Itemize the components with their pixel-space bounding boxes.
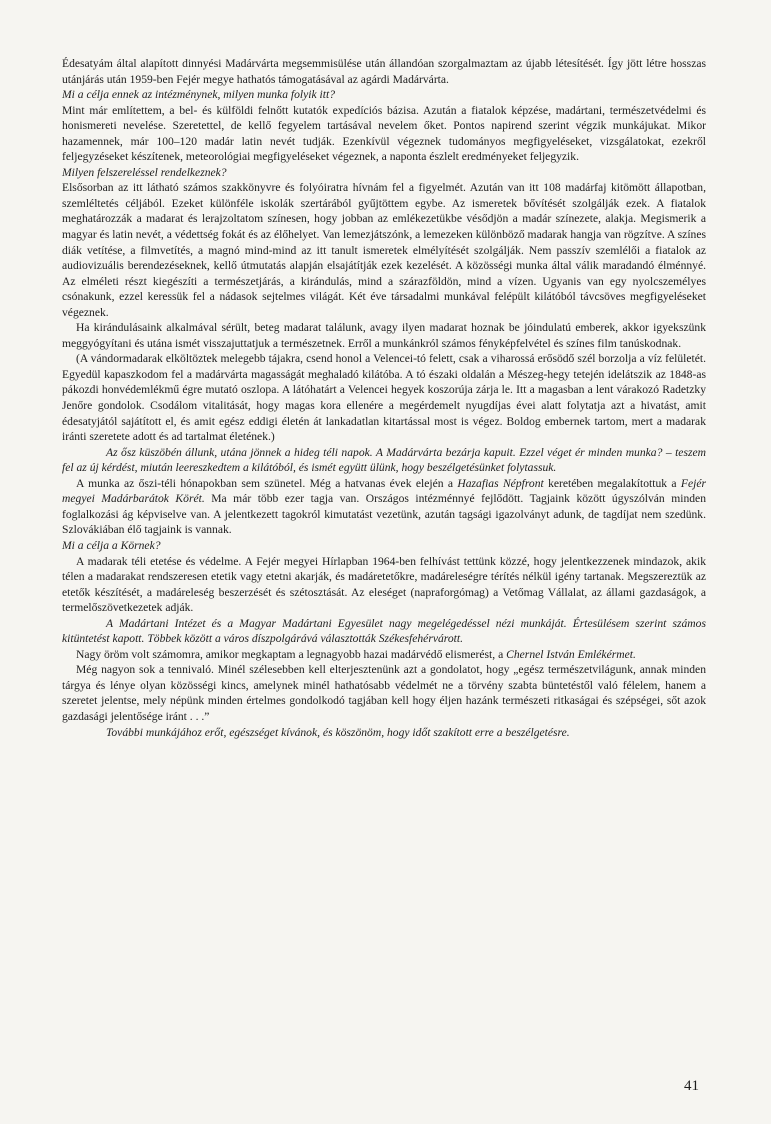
- answer-autumn-text-3: Ma már több ezer tagja van. Országos intézménnyé fejlődött. Tagjaink között úgyszólván minden foglalkozási ág képviselve van. A jelentkezett tagokról kimutatást vezetünk, azután tagsági igazolványt adunk, de tagdíjat nem szedünk. Szlovákiában élő tagjaink is vannak.: [62, 492, 706, 537]
- paragraph-tasks: Még nagyon sok a tennivaló. Minél szélesebben kell elterjesztenünk azt a gondolatot, hogy „egész természetvilágunk, annak minden tárgya és lénye olyan közösségi kincs, amelynek minél hathatósabb védelmét ne a törvény szabta büntetéstől való félelem, hanem a szeretet jelentse, mely népünk minden értelmes gondolkodó tagjában kell hogy éljen hazánk természeti ritkaságai és szépségei, sőt azok gazdasági jelentősége iránt . . .”: [62, 663, 706, 723]
- answer-circle: A madarak téli etetése és védelme. A Fejér megyei Hírlapban 1964-ben felhívást tettünk közzé, hogy jelentkezzenek mindazok, akik télen a madarakat rendszeresen etetik vagy etetni akarják, és madáretetőkre, madáreleségre térítés nélkül igény tartanak. Megszereztük az etetők készítését, a madáreleség beszerzését és szétosztását. Az eleséget (napraforgómag) a Vetőmag Vállalat, az állami gazdaságok, a termelőszövetkezetek adják.: [62, 554, 706, 615]
- paragraph-chernel-medal: [62, 647, 706, 663]
- answer-equipment: Elsősorban az itt látható számos szakkönyvre és folyóiratra hívnám fel a figyelmét. Azután van itt 108 madárfaj kitömött állapotban, szemléltetés céljából. Ezeket különféle iskolák szertárából gyűjtöttem egybe. Az ismeretek bővítését szolgálják ezek. A fiatalok meghatározzák a madarat és lerajzoltatom színesen, hogy jobban az emlékezetükbe vésődjön a madár színezete, alakja. Megismerik a magyar és latin nevét, a védettség fokát és az élőhelyet. Van lemezjátszónk, a lemezeken különböző madarak hangja van rögzítve. A színes diák vetítése, a filmvetítés, a magnó mind-mind az itt tanult ismeretek elmélyítését szolgálják. Nem passzív szemlélői a fiatalok az audiovizuális berendezéseknek, kellő útmutatás alapján elsajátítják ezek kezelését. A közösségi munka által válik maradandó élménnyé. Az elméleti részt kiegészíti a természetjárás, a kirándulás, mind a szárazföldön, mind a vízen. Ugyanis van egy nyolcszemélyes csónakunk, ezzel keressük fel a nádasok sejtelmes világát. Két éve társadalmi munkával felépült kilátóból távcsöves megfigyeléseket végeznek.: [62, 181, 706, 319]
- answer-autumn-text-2: keretében megalakítottuk a: [543, 476, 681, 490]
- chernel-text: Nagy öröm volt számomra, amikor megkaptam a legnagyobb hazai madárvédő elismerést, a: [76, 647, 507, 661]
- chernel-medal-italic: Chernel István Emlékérmet.: [506, 647, 636, 661]
- question-purpose: Mi a célja ennek az intézménynek, milyen munka folyik itt?: [62, 88, 336, 102]
- paragraph-intro: Édesatyám által alapított dinnyési Madárvárta megsemmisülése után állandóan szorgalmaztam az újabb létesítését. Így jött létre hosszas utánjárás után 1959-ben Fejér megye hathatós támogatásával az agárdi Madárvárta.: [62, 57, 706, 86]
- question-equipment: Milyen felszereléssel rendelkeznek?: [62, 165, 227, 179]
- answer-autumn: [62, 476, 706, 538]
- question-autumn-rest: – teszem fel az új kérdést, miután leereszkedtem a kilátóból, és ismét együtt ülünk, hogy beszélgetésünket folytassuk.: [62, 445, 706, 475]
- page-number: 41: [684, 1078, 699, 1094]
- answer-autumn-text-1: A munka az őszi-téli hónapokban sem szünetel. Még a hatvanas évek elején a: [76, 476, 458, 490]
- closing-wishes: További munkájához erőt, egészséget kívánok, és köszönöm, hogy időt szakított erre a beszélgetésre.: [106, 725, 570, 739]
- article-body: [62, 56, 706, 740]
- question-circle: Mi a célja a Körnek?: [62, 538, 161, 552]
- answer-purpose: Mint már említettem, a bel- és külföldi felnőtt kutatók expedíciós bázisa. Azután a fiatalok képzése, madártani, természetvédelmi és honismereti nevelése. Szeretettel, de kellő fegyelem tartásával nevelem őket. Pontos napirend szerint végzik munkájukat. Mikor hazamennek, már 100–120 madár latin nevét tudják. Ezenkívül végeznek tudományos megfigyeléseket, vizsgálatokat, ezekről feljegyzéseket készítenek, meteorológiai megfigyeléseket végeznek, a naponta észlelt eredményeket feljegyzik.: [62, 103, 706, 164]
- question-autumn: [62, 445, 706, 476]
- paragraph-injured-birds: Ha kirándulásaink alkalmával sérült, beteg madarat találunk, avagy ilyen madarat hoznak be jóindulatú emberek, akkor igyekszünk meggyógyítani és utána ismét visszajuttatjuk a természetnek. Erről a munkánkról számos fényképfelvétel és színes film tanúskodnak.: [62, 321, 706, 350]
- statement-recognition: A Madártani Intézet és a Magyar Madártani Egyesület nagy megelégedéssel nézi munkáját. Értesülésem szerint számos kitüntetést kapott. Többek között a város díszpolgárává választották Székesfehérvárott.: [62, 616, 706, 646]
- paragraph-observation-tower: (A vándormadarak elköltöztek melegebb tájakra, csend honol a Velencei-tó felett, csak a viharossá erősödő szél borzolja a víz felületét. Egyedül kapaszkodom fel a madárvárta magasságát meghaladó kilátóba. A tó északi oldalán a Mészeg-hegy tetején idelátszik az 1848-as pákozdi honvédemlékmű égre mutató oszlopa. A látóhatárt a Velencei hegyek koszorúja zárja le. Itt a magasban a lent várakozó Radetzky Jenőre gondolok. Csodálom vitalitását, hogy magas kora ellenére a megérdemelt nyugdíjas évei alatt folytatja azt a hivatást, amit édesatyjától sajátított el, és amit egész eddigi életén át lankadatlan kitartással most is végez. Boldog embernek tartom, mert a madarak iránti szeretete adott és ad tartalmat életének.): [62, 352, 706, 444]
- madarbaratok-kore-italic: Fejér megyei Madárbarátok Körét.: [62, 476, 707, 506]
- question-autumn-italic: Az ősz küszöbén állunk, utána jönnek a hideg téli napok. A Madárvárta bezárja kapuit. Ezzel véget ér minden munka?: [106, 445, 663, 459]
- hazafias-nepfront-italic: Hazafias Népfront: [457, 476, 544, 490]
